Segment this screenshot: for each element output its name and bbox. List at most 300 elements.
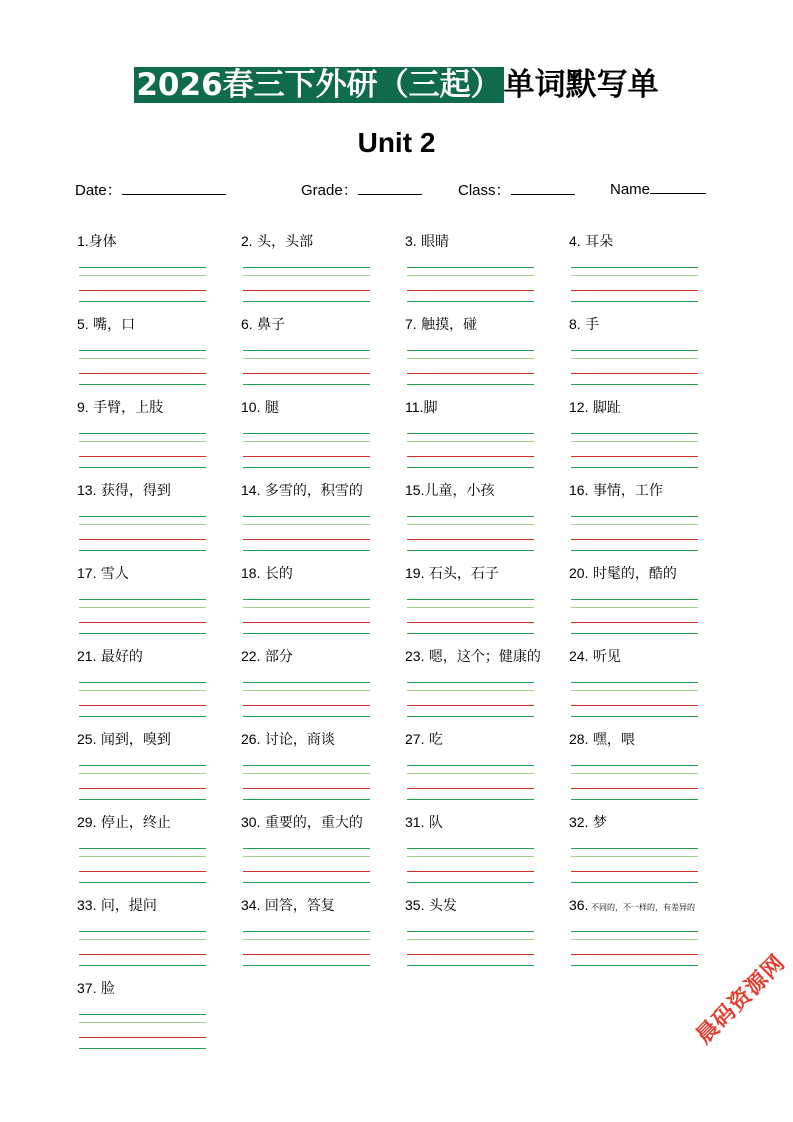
grade-field[interactable] [301,179,422,200]
writing-line[interactable] [407,301,534,302]
word-item-label [569,730,635,749]
writing-line[interactable] [243,301,370,302]
word-item [241,564,401,644]
word-item-label [569,315,599,334]
word-item-number: 9. [77,399,89,415]
word-item [405,647,565,727]
date-blank[interactable] [122,180,226,195]
writing-line[interactable] [243,882,370,883]
word-item-number: 13. [77,482,97,498]
word-item-label [241,481,363,500]
word-item [77,979,237,1059]
word-item-number: 34. [241,897,261,913]
word-item-label [77,647,143,666]
writing-line[interactable] [243,358,370,359]
writing-line[interactable] [243,633,370,634]
word-item [569,232,729,312]
writing-line[interactable] [79,765,206,766]
word-item-number: 1. [77,233,89,249]
word-item [77,481,237,561]
writing-line[interactable] [79,954,206,955]
word-item-text: 获得，得到 [96,483,171,499]
writing-line[interactable] [407,939,534,940]
writing-line[interactable] [407,290,534,291]
writing-line[interactable] [243,939,370,940]
title-rest: 单词默写单 [503,67,659,103]
word-item [569,730,729,810]
word-item-text: 头，头部 [252,234,314,250]
word-item-text: 身体 [88,234,117,250]
grade-blank[interactable] [358,180,422,195]
word-item-number: 29. [77,814,97,830]
writing-line[interactable] [571,939,698,940]
writing-line[interactable] [407,607,534,608]
word-item-number: 24. [569,648,589,664]
writing-line[interactable] [79,301,206,302]
word-item-text: 部分 [260,649,293,665]
writing-line[interactable] [243,622,370,623]
word-item-number: 23. [405,648,425,664]
word-item-text: 嘴，口 [88,317,136,333]
word-item-label [405,398,437,417]
writing-line[interactable] [571,882,698,883]
word-item-number: 8. [569,316,581,332]
word-item-text: 石头，石子 [424,566,499,582]
writing-line[interactable] [407,550,534,551]
writing-line[interactable] [79,788,206,789]
writing-line[interactable] [79,931,206,932]
writing-line[interactable] [407,705,534,706]
writing-line[interactable] [571,954,698,955]
writing-line[interactable] [79,965,206,966]
word-item-label [569,813,607,832]
word-item [569,647,729,727]
writing-line[interactable] [79,799,206,800]
word-item-text: 回答，答复 [260,898,335,914]
writing-line[interactable] [243,690,370,691]
word-item [569,564,729,644]
class-field[interactable] [458,179,575,200]
word-item-text: 最好的 [96,649,143,665]
word-item-text: 手 [580,317,600,333]
word-item [569,813,729,893]
word-item-label [77,730,171,749]
writing-line[interactable] [571,373,698,374]
word-item-text: 闻到，嗅到 [96,732,171,748]
writing-line[interactable] [243,275,370,276]
word-item-text: 队 [424,815,443,831]
writing-line[interactable] [571,358,698,359]
word-item-label [405,730,443,749]
title-highlight: 2026春三下外研（三起） [136,67,502,103]
grade-label: Grade： [301,182,358,199]
word-item-label [405,232,449,251]
word-item [77,730,237,810]
word-item-label [405,315,477,334]
date-label: Date： [75,182,122,199]
writing-line[interactable] [407,965,534,966]
writing-line[interactable] [407,773,534,774]
word-item-label [77,315,135,334]
word-item-label [569,647,621,666]
word-item-number: 36. [569,897,589,913]
writing-line[interactable] [571,622,698,623]
word-item [569,315,729,395]
word-item-label [241,564,293,583]
writing-line[interactable] [243,433,370,434]
word-item-number: 21. [77,648,97,664]
word-item [77,647,237,727]
writing-line[interactable] [571,539,698,540]
word-item-text: 眼睛 [416,234,450,250]
word-item-number: 12. [569,399,589,415]
word-item [405,896,565,976]
writing-line[interactable] [79,622,206,623]
writing-line[interactable] [243,773,370,774]
watermark-stamp: 晨码资源网 [691,950,791,1050]
word-item [569,481,729,561]
writing-line[interactable] [571,765,698,766]
word-item-label [405,647,541,666]
writing-line[interactable] [243,467,370,468]
word-item-number: 3. [405,233,417,249]
word-item-text: 听见 [588,649,621,665]
writing-line[interactable] [571,524,698,525]
writing-line[interactable] [243,267,370,268]
writing-line[interactable] [79,716,206,717]
writing-line[interactable] [79,939,206,940]
writing-line[interactable] [571,267,698,268]
writing-line[interactable] [571,607,698,608]
word-item-label [405,564,499,583]
writing-line[interactable] [243,871,370,872]
writing-line[interactable] [571,384,698,385]
writing-line[interactable] [571,550,698,551]
writing-line[interactable] [571,301,698,302]
word-item-text: 腿 [260,400,279,416]
writing-line[interactable] [79,856,206,857]
word-item-text: 重要的，重大的 [260,815,363,831]
word-item-text: 脚 [423,400,438,416]
writing-line[interactable] [243,965,370,966]
writing-line[interactable] [571,773,698,774]
word-item-label [405,481,494,500]
writing-line[interactable] [79,599,206,600]
writing-line[interactable] [571,848,698,849]
writing-line[interactable] [571,871,698,872]
writing-line[interactable] [407,788,534,789]
writing-line[interactable] [407,765,534,766]
word-item-number: 15. [405,482,425,498]
word-item [569,398,729,478]
word-item [77,813,237,893]
word-item [77,315,237,395]
writing-line[interactable] [79,358,206,359]
writing-line[interactable] [407,599,534,600]
writing-line[interactable] [571,705,698,706]
word-item-label [241,813,363,832]
writing-line[interactable] [79,550,206,551]
writing-line[interactable] [79,633,206,634]
writing-line[interactable] [79,441,206,442]
writing-line[interactable] [407,633,534,634]
writing-line[interactable] [571,690,698,691]
writing-line[interactable] [407,931,534,932]
writing-line[interactable] [407,716,534,717]
writing-line[interactable] [571,799,698,800]
writing-line[interactable] [79,1048,206,1049]
writing-line[interactable] [407,275,534,276]
writing-line[interactable] [79,882,206,883]
writing-line[interactable] [571,716,698,717]
writing-line[interactable] [243,290,370,291]
writing-line[interactable] [79,267,206,268]
writing-line[interactable] [571,467,698,468]
writing-line[interactable] [243,788,370,789]
word-item-label [241,398,279,417]
writing-line[interactable] [243,539,370,540]
writing-line[interactable] [79,1014,206,1015]
writing-line[interactable] [79,1022,206,1023]
writing-line[interactable] [243,682,370,683]
writing-line[interactable] [407,373,534,374]
word-item-text: 讨论，商谈 [260,732,335,748]
writing-line[interactable] [243,350,370,351]
writing-line[interactable] [79,384,206,385]
word-item-text: 耳朵 [580,234,614,250]
writing-line[interactable] [79,456,206,457]
writing-line[interactable] [571,965,698,966]
word-item [405,730,565,810]
word-item-label [77,813,171,832]
writing-line[interactable] [79,350,206,351]
name-blank[interactable] [650,179,706,194]
writing-line[interactable] [79,705,206,706]
writing-line[interactable] [407,856,534,857]
writing-line[interactable] [79,516,206,517]
word-item-label [405,813,443,832]
writing-line[interactable] [407,358,534,359]
word-item-number: 7. [405,316,417,332]
writing-line[interactable] [407,467,534,468]
word-item-number: 14. [241,482,261,498]
writing-line[interactable] [243,550,370,551]
writing-line[interactable] [571,682,698,683]
writing-line[interactable] [243,524,370,525]
writing-line[interactable] [571,433,698,434]
word-item-label [241,730,335,749]
class-blank[interactable] [511,180,575,195]
word-item-number: 16. [569,482,589,498]
word-item-text: 多雪的，积雪的 [260,483,363,499]
writing-line[interactable] [79,433,206,434]
word-item-number: 37. [77,980,97,996]
word-item-label [241,647,293,666]
word-item [405,481,565,561]
writing-line[interactable] [243,848,370,849]
word-item [77,896,237,976]
word-item-number: 27. [405,731,425,747]
word-item [241,647,401,727]
writing-line[interactable] [571,931,698,932]
word-item-text: 不同的，不一样的，有差异的 [588,903,696,912]
writing-line[interactable] [407,622,534,623]
word-item-number: 31. [405,814,425,830]
writing-line[interactable] [79,682,206,683]
word-item-number: 32. [569,814,589,830]
word-item [241,896,401,976]
unit-heading: Unit 2 [357,127,436,158]
writing-line[interactable] [243,931,370,932]
writing-line[interactable] [407,539,534,540]
word-item [77,564,237,644]
writing-line[interactable] [407,433,534,434]
writing-line[interactable] [407,384,534,385]
writing-line[interactable] [243,765,370,766]
word-item-number: 6. [241,316,253,332]
writing-line[interactable] [407,882,534,883]
writing-line[interactable] [79,607,206,608]
word-item [241,398,401,478]
writing-line[interactable] [407,799,534,800]
writing-line[interactable] [407,516,534,517]
word-item [405,813,565,893]
word-item-number: 4. [569,233,581,249]
word-item-text: 问，提问 [96,898,157,914]
word-item-label [77,232,117,251]
word-item-label [77,979,115,998]
word-item-text: 脚趾 [588,400,621,416]
writing-line[interactable] [571,275,698,276]
word-item-text: 嗯，这个；健康的 [424,649,541,665]
word-item [241,481,401,561]
word-item-label [569,481,663,500]
name-label: Name [610,181,651,198]
word-item-label [405,896,457,915]
writing-line[interactable] [79,290,206,291]
word-item-number: 17. [77,565,97,581]
writing-line[interactable] [571,856,698,857]
page-title [0,64,793,106]
writing-line[interactable] [243,516,370,517]
word-item [77,398,237,478]
word-item-label [569,398,621,417]
writing-line[interactable] [407,682,534,683]
word-item-label [241,315,285,334]
word-item-text: 长的 [260,566,293,582]
writing-line[interactable] [243,799,370,800]
writing-line[interactable] [243,856,370,857]
word-item-text: 触摸，碰 [416,317,478,333]
writing-line[interactable] [79,467,206,468]
word-item-label [569,564,677,583]
writing-line[interactable] [571,633,698,634]
writing-line[interactable] [79,524,206,525]
word-item [405,398,565,478]
word-item-text: 儿童，小孩 [424,483,495,499]
writing-line[interactable] [79,539,206,540]
word-item-number: 22. [241,648,261,664]
word-item-number: 35. [405,897,425,913]
writing-line[interactable] [407,350,534,351]
writing-line[interactable] [243,441,370,442]
writing-line[interactable] [243,954,370,955]
writing-line[interactable] [243,373,370,374]
word-item [241,315,401,395]
writing-line[interactable] [243,607,370,608]
word-item-label [241,896,335,915]
writing-line[interactable] [79,773,206,774]
writing-line[interactable] [571,350,698,351]
writing-line[interactable] [571,599,698,600]
word-item-label [241,232,313,251]
word-item [241,730,401,810]
writing-line[interactable] [79,871,206,872]
writing-line[interactable] [243,716,370,717]
word-item-number: 2. [241,233,253,249]
word-item-text: 时髦的，酷的 [588,566,677,582]
writing-line[interactable] [571,290,698,291]
word-item-number: 10. [241,399,261,415]
writing-line[interactable] [79,848,206,849]
writing-line[interactable] [571,788,698,789]
writing-line[interactable] [243,705,370,706]
writing-line[interactable] [407,267,534,268]
word-item-label [77,398,163,417]
word-item-text: 头发 [424,898,457,914]
writing-line[interactable] [407,456,534,457]
word-item-number: 25. [77,731,97,747]
writing-line[interactable] [243,384,370,385]
writing-line[interactable] [79,373,206,374]
word-item-text: 鼻子 [252,317,286,333]
writing-line[interactable] [571,456,698,457]
word-item [405,232,565,312]
word-item-text: 停止，终止 [96,815,171,831]
word-item-label [569,232,613,251]
word-item-label [569,896,695,917]
word-item-number: 18. [241,565,261,581]
word-item [405,315,565,395]
writing-line[interactable] [571,516,698,517]
writing-line[interactable] [407,954,534,955]
word-item-label [77,564,129,583]
writing-line[interactable] [79,690,206,691]
word-item-text: 事情，工作 [588,483,663,499]
word-item-text: 梦 [588,815,607,831]
writing-line[interactable] [407,871,534,872]
word-item-number: 30. [241,814,261,830]
word-item-label [77,481,171,500]
writing-line[interactable] [243,456,370,457]
date-field[interactable] [75,179,226,200]
writing-line[interactable] [243,599,370,600]
word-item-text: 雪人 [96,566,129,582]
name-field[interactable] [610,179,706,198]
writing-line[interactable] [407,524,534,525]
writing-line[interactable] [407,690,534,691]
writing-line[interactable] [79,1037,206,1038]
word-item-number: 11. [405,399,424,415]
word-item-label [77,896,157,915]
word-item-text: 嘿，喂 [588,732,635,748]
writing-line[interactable] [571,441,698,442]
writing-line[interactable] [79,275,206,276]
writing-line[interactable] [407,848,534,849]
writing-line[interactable] [407,441,534,442]
word-item-number: 20. [569,565,589,581]
word-item [77,232,237,312]
